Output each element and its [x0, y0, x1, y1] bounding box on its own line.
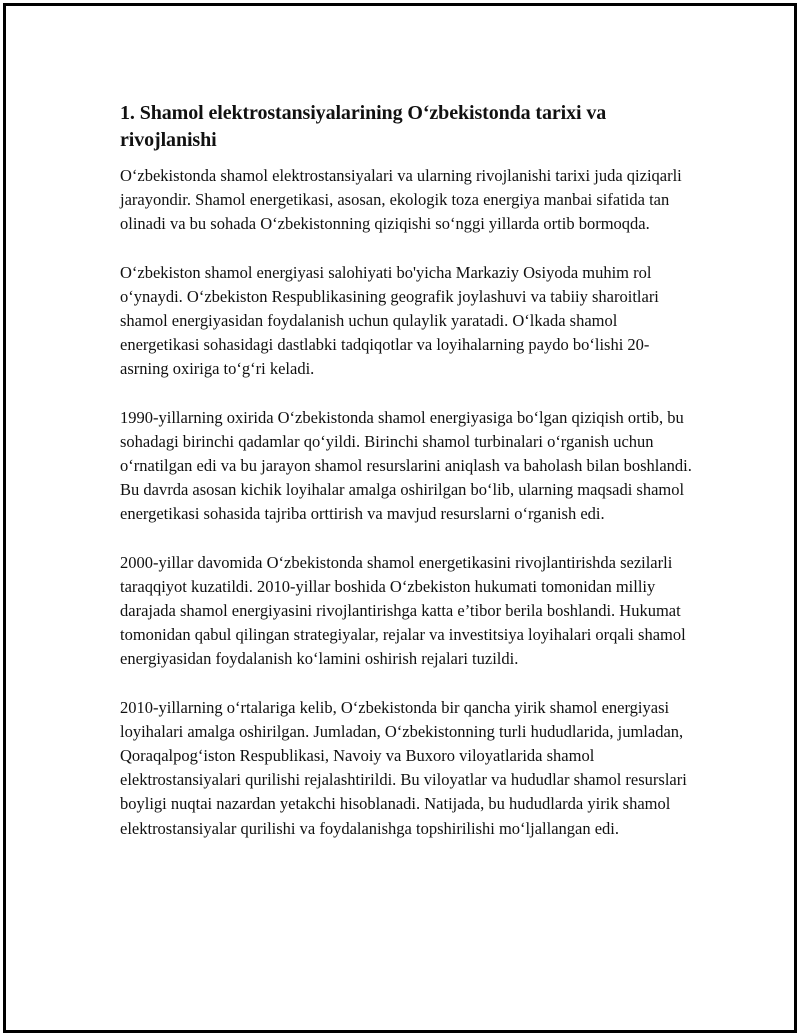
paragraph-5: 2010-yillarning o‘rtalariga kelib, O‘zbekistonda bir qancha yirik shamol energiyasi loyihalari amalga oshirilgan. Jumladan, O‘zbekistonning turli hududlarida, jumladan, Qoraqalpog‘iston Respublikasi, Navoiy va Buxoro viloyatlarida shamol elektrostansiyalari qurilishi rejalashtirildi. Bu viloyatlar va hududlar shamol resurslari boyligi nuqtai nazardan yetakchi hisoblanadi. Natijada, bu hududlarda yirik shamol elektrostansiyalar qurilishi va foydalanishga topshirilishi mo‘ljallangan edi.	[120, 697, 687, 838]
paragraph-2: O‘zbekiston shamol energiyasi salohiyati bo'yicha Markaziy Osiyoda muhim rol o‘ynaydi. O‘zbekiston Respublikasining geografik joylashuvi va tabiiy sharoitlari shamol energiyasidan foydalanish uchun qulaylik yaratadi. O‘lkada shamol energetikasi sohasidagi dastlabki tadqiqotlar va loyihalarning paydo bo‘lishi 20-asrning oxiriga to‘g‘ri keladi.	[120, 262, 659, 379]
document-body	[120, 100, 694, 865]
page-frame	[3, 3, 797, 1033]
paragraph-4: 2000-yillar davomida O‘zbekistonda shamol energetikasini rivojlantirishda sezilarli taraqqiyot kuzatildi. 2010-yillar boshida O‘zbekiston hukumati tomonidan milliy darajada shamol energiyasini rivojlantirishga katta e’tibor berila boshlandi. Hukumat tomonidan qabul qilingan strategiyalar, rejalar va investitsiya loyihalari orqali shamol energiyasidan foydalanish ko‘lamini oshirish rejalari tuzildi.	[120, 552, 686, 669]
paragraph-3: 1990-yillarning oxirida O‘zbekistonda shamol energiyasiga bo‘lgan qiziqish ortib, bu sohadagi birinchi qadamlar qo‘yildi. Birinchi shamol turbinalari o‘rganish uchun o‘rnatilgan edi va bu jarayon shamol resurslarini aniqlash va baholash bilan boshlandi. Bu davrda asosan kichik loyihalar amalga oshirilgan bo‘lib, ularning maqsadi shamol energetikasi sohasida tajriba orttirish va mavjud resurslarni o‘rganish edi.	[120, 407, 692, 524]
section-heading: 1. Shamol elektrostansiyalarining O‘zbekistonda tarixi va rivojlanishi	[120, 102, 607, 151]
paragraph-1: O‘zbekistonda shamol elektrostansiyalari va ularning rivojlanishi tarixi juda qiziqarli jarayondir. Shamol energetikasi, asosan, ekologik toza energiya manbai sifatida tan olinadi va bu sohada O‘zbekistonning qiziqishi so‘nggi yillarda ortib bormoqda.	[120, 166, 682, 234]
